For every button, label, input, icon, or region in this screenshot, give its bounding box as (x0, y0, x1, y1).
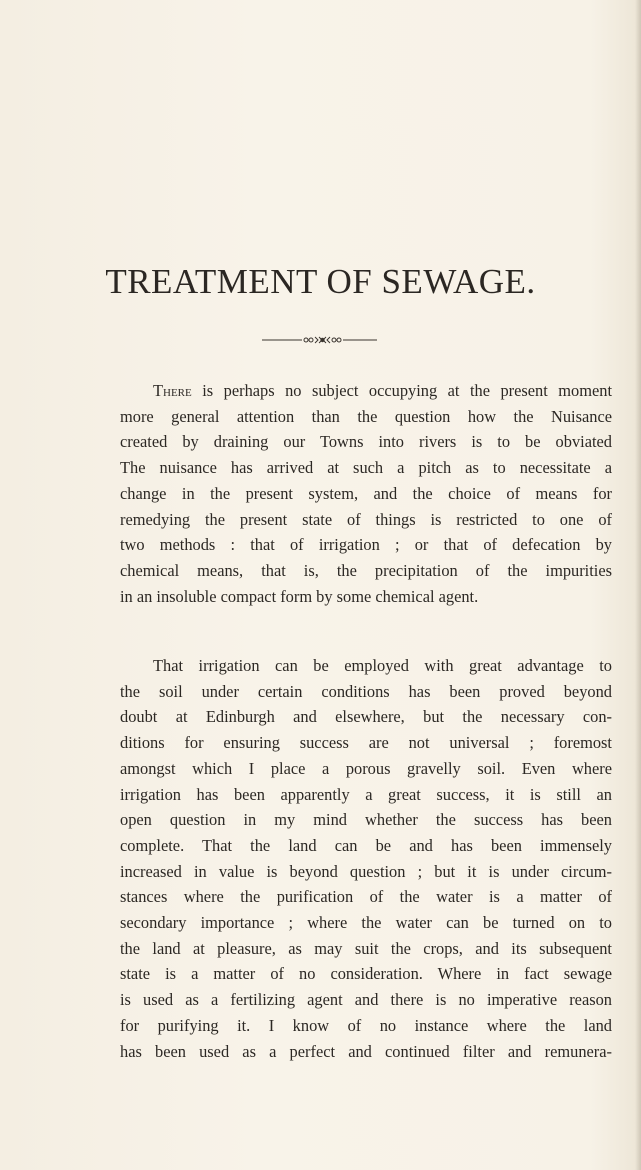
text-line: secondary importance ; where the water can be turned on to (120, 913, 612, 933)
page-title: TREATMENT OF SEWAGE. (105, 262, 536, 301)
text-line: irrigation has been apparently a great success, it is still an (120, 784, 612, 804)
text-line: change in the present system, and the choice of means for (120, 483, 612, 503)
text-line: open question in my mind whether the success has been (120, 810, 612, 830)
text-line: state is a matter of no consideration. Where in fact sewage (120, 964, 612, 984)
text-line: more general attention than the question how the Nuisance (120, 406, 612, 426)
text-line: ditions for ensuring success are not universal ; foremost (120, 733, 612, 753)
text-line: There is perhaps no subject occupying at the present moment (153, 381, 612, 400)
text-line: has been used as a perfect and continued filter and remunera- (120, 1041, 612, 1061)
text-line: doubt at Edinburgh and elsewhere, but the necessary con- (120, 707, 612, 727)
text-line: amongst which I place a porous gravelly soil. Even where (120, 758, 612, 778)
text-line: created by draining our Towns into rivers is to be obviated (120, 432, 612, 452)
page-edge-shadow (635, 0, 641, 1170)
text-line: for purifying it. I know of no instance where the land (120, 1015, 612, 1035)
text-line: The nuisance has arrived at such a pitch as to necessitate a (120, 458, 612, 478)
ornament-divider (262, 334, 377, 346)
paragraph-2 (120, 653, 612, 1064)
paragraph-1 (120, 378, 612, 609)
lead-word: There (153, 381, 192, 400)
text-line: That irrigation can be employed with great advantage to (153, 656, 612, 675)
text-line: two methods : that of irrigation ; or that of defecation by (120, 535, 612, 555)
text-line: the land at pleasure, as may suit the crops, and its subsequent (120, 938, 612, 958)
text-line: chemical means, that is, the precipitation of the impurities (120, 560, 612, 580)
text-line: stances where the purification of the water is a matter of (120, 887, 612, 907)
text-line: remedying the present state of things is restricted to one of (120, 509, 612, 529)
text-line: the soil under certain conditions has been proved beyond (120, 681, 612, 701)
text-line: is used as a fertilizing agent and there is no imperative reason (120, 990, 612, 1010)
text-line: complete. That the land can be and has been immensely (120, 835, 612, 855)
text-line: increased in value is beyond question ; but it is under circum- (120, 861, 612, 881)
text-line: in an insoluble compact form by some chemical agent. (120, 586, 479, 606)
